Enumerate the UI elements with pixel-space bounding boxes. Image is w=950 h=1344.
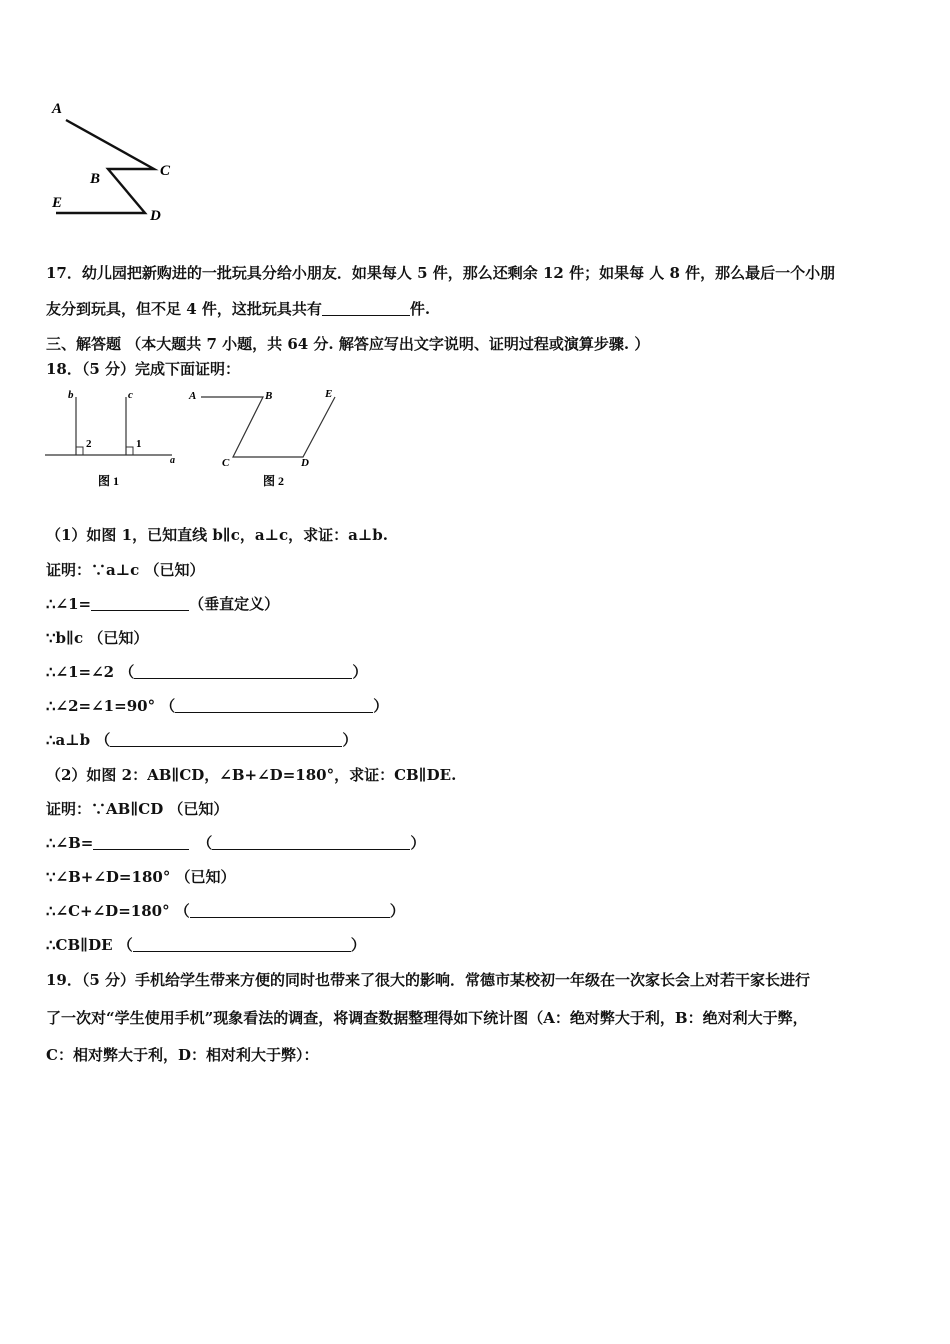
figure-2-caption: 图 2 <box>263 474 285 488</box>
q19-line1: 19．（5 分）手机给学生带来方便的同时也带来了很大的影响．常德市某校初一年级在一次家长会上对若干家长进行 <box>46 971 811 989</box>
blank-angleB[interactable] <box>93 834 189 850</box>
q18-title: 18．（5 分）完成下面证明： <box>46 360 241 378</box>
label-B2: B <box>265 390 273 402</box>
q17-line1: 17．幼儿园把新购进的一批玩具分给小朋友．如果每人 5 件，那么还剩余 12 件；如果每 人 8 件，那么最后一个小朋 <box>46 264 836 282</box>
label-a: a <box>170 455 175 466</box>
blank-reason-step6[interactable] <box>110 731 342 747</box>
label-1: 1 <box>136 438 142 450</box>
q18-proof1-step4 <box>46 661 367 682</box>
m2-close: ） <box>410 834 426 852</box>
m5-close: ） <box>350 936 366 954</box>
blank-reason-m2[interactable] <box>212 834 410 850</box>
step5-close: ） <box>373 697 389 715</box>
q18-part2-prompt: （2）如图 2：AB∥CD，∠B+∠D=180°，求证：CB∥DE. <box>46 766 457 784</box>
label-E2: E <box>325 388 333 400</box>
q18-proof1-step1: 证明：∵a⊥c （已知） <box>46 561 205 579</box>
q17-line2 <box>46 298 430 319</box>
q18-proof2-step3: ∵∠B+∠D=180° （已知） <box>46 868 236 886</box>
q18-proof2-step4 <box>46 900 405 921</box>
q19-line3: C：相对弊大于利，D：相对利大于弊）： <box>46 1046 319 1064</box>
figure-2 <box>185 385 355 490</box>
label-E: E <box>52 195 63 211</box>
figure-1-caption: 图 1 <box>98 474 120 488</box>
blank-reason-m5[interactable] <box>133 936 351 952</box>
q18-proof1-step5 <box>46 695 388 716</box>
figure-1 <box>40 385 190 490</box>
label-B: B <box>90 171 101 187</box>
label-c: c <box>128 389 133 401</box>
figure-2-lines <box>201 397 335 457</box>
q18-proof2-step2 <box>46 832 425 853</box>
q17-text-a: 友分到玩具，但不足 4 件，这批玩具共有 <box>46 300 322 318</box>
label-C2: C <box>222 457 230 469</box>
q18-part1-prompt: （1）如图 1，已知直线 b∥c，a⊥c，求证：a⊥b. <box>46 526 388 544</box>
step5-text: ∴∠2=∠1=90° （ <box>46 697 176 715</box>
figure-triangle-abcde <box>40 95 190 230</box>
q18-proof1-step6 <box>46 729 357 750</box>
q19-line2: 了一次对“学生使用手机”现象看法的调查，将调查数据整理得如下统计图（A：绝对弊大于利，B：绝对利大于弊， <box>46 1009 808 1027</box>
label-A2: A <box>189 390 197 402</box>
figure-lines <box>56 120 154 213</box>
step4-text: ∴∠1=∠2 （ <box>46 663 135 681</box>
label-D: D <box>150 208 161 224</box>
label-2: 2 <box>86 438 92 450</box>
right-angle-2 <box>76 447 83 455</box>
m2-open: （ <box>197 834 213 852</box>
right-angle-1 <box>126 447 133 455</box>
m4-close: ） <box>389 902 405 920</box>
q18-proof2-step1: 证明：∵AB∥CD （已知） <box>46 800 229 818</box>
m4-text: ∴∠C+∠D=180° （ <box>46 902 190 920</box>
blank-angle1[interactable] <box>91 595 189 611</box>
label-C: C <box>160 163 171 179</box>
q18-proof1-step3: ∵b∥c （已知） <box>46 629 149 647</box>
label-D2: D <box>301 457 309 469</box>
label-b: b <box>68 389 74 401</box>
step6-text: ∴a⊥b （ <box>46 731 111 749</box>
q17-text-b: 件. <box>409 300 431 318</box>
m5-text: ∴CB∥DE （ <box>46 936 133 954</box>
step2-reason: （垂直定义） <box>189 595 280 613</box>
step2-text: ∴∠1= <box>46 595 92 613</box>
q17-answer-blank[interactable] <box>322 300 410 316</box>
step6-close: ） <box>342 731 358 749</box>
m2-text: ∴∠B= <box>46 834 94 852</box>
blank-reason-m4[interactable] <box>190 902 390 918</box>
label-A: A <box>52 101 63 117</box>
step4-close: ） <box>352 663 368 681</box>
blank-reason-step4[interactable] <box>134 663 352 679</box>
q18-proof1-step2 <box>46 593 279 614</box>
blank-reason-step5[interactable] <box>175 697 373 713</box>
q18-proof2-step5 <box>46 934 366 955</box>
section-3-header: 三、解答题 （本大题共 7 小题，共 64 分. 解答应写出文字说明、证明过程或演算步骤. ） <box>46 335 650 353</box>
